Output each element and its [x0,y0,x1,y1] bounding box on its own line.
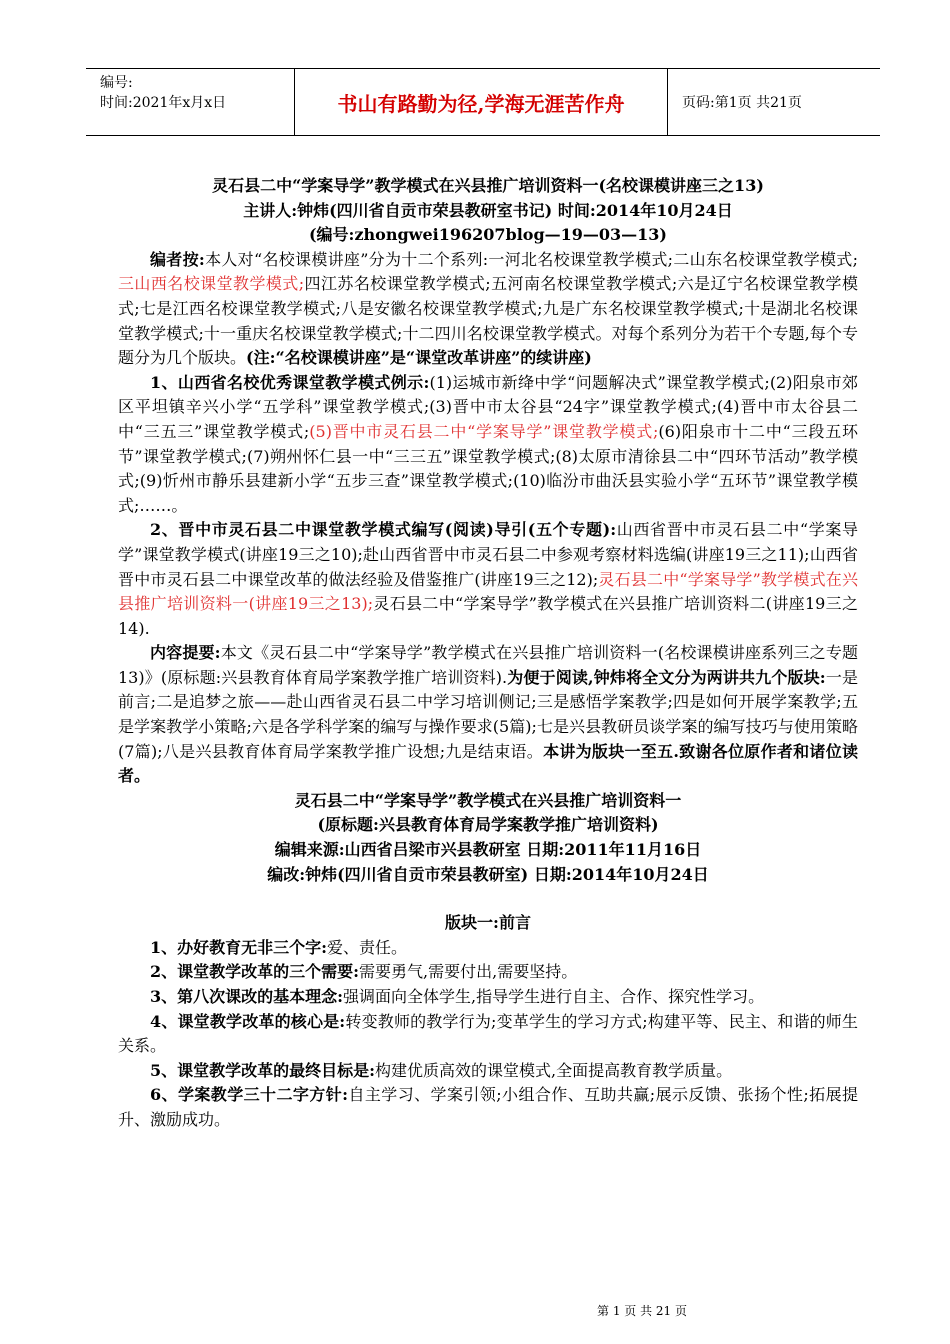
editor-note-text-b: 四江苏名校课堂教学模式;五河南名校课堂教学模式;六是辽宁名校课堂教学模式;七是江西名校课堂教学模式;八是安徽名校课堂教学模式;九是广东名校课堂教学模式;十是湖北名校课堂教学模式;十一重庆名校课堂教学模式;十二四川名校课堂教学模式。对每个系列分为若干个专题,每个专题分为几个版块。 [118,274,858,368]
section-item-5 [118,1059,858,1084]
spacer [118,887,858,911]
document-body [118,174,858,1133]
section-item-label: 5、课堂教学改革的最终目标是: [150,1060,376,1080]
section-item-label: 4、课堂教学改革的核心是: [150,1011,346,1031]
item-1-text-b: (6)阳泉市十二中“三段五环节”课堂教学模式;(7)朔州怀仁县一中“三三五”课堂教学模式;(8)太原市清徐县二中“四环节活动”教学模式;(9)忻州市静乐县建新小学“五步三查”课堂教学模式;(10)临汾市曲沃县实验小学“五环节”课堂教学模式;……。 [118,421,858,515]
sub-title: 灵石县二中“学案导学”教学模式在兴县推广培训资料一 [294,790,682,810]
section-item-text: 自主学习、学案引领;小组合作、互助共赢;展示反馈、张扬个性;拓展提升、激励成功。 [118,1085,858,1129]
summary-text-a: 本文《灵石县二中“学案导学”教学模式在兴县推广培训资料一(名校课模讲座系列三之专题13)》(原标题:兴县教育体育局学案教学推广培训资料). [118,643,858,687]
item-1-label: 1、山西省名校优秀课堂教学模式例示: [150,372,430,392]
section-item-label: 2、课堂教学改革的三个需要: [150,962,360,982]
revised-line: 编改:钟炜(四川省自贡市荣县教研室) 日期:2014年10月24日 [267,864,709,884]
editor-note-bold: (注:“名校课模讲座”是“课堂改革讲座”的续讲座) [246,348,592,368]
section-item-text: 爱、责任。 [327,937,408,957]
section-item-text: 需要勇气,需要付出,需要坚持。 [359,962,578,982]
header-meta [100,69,296,139]
item-2-label: 2、晋中市灵石县二中课堂教学模式编写(阅读)导引(五个专题): [150,520,617,540]
section-item-text: 转变教师的教学行为;变革学生的学习方式;构建平等、民主、和谐的师生关系。 [118,1011,858,1056]
document-title: 灵石县二中“学案导学”教学模式在兴县推广培训资料一(名校课模讲座三之13) [212,176,764,195]
section-heading: 版块一:前言 [445,913,531,933]
section-item-4 [118,1010,858,1059]
source-line: 编辑来源:山西省吕梁市兴县教研室 日期:2011年11月16日 [274,840,702,860]
section-item-6 [118,1083,858,1132]
section-item-3 [118,985,858,1010]
section-item-label: 3、第八次课改的基本理念: [150,987,344,1006]
summary-label: 内容提要: [150,643,221,663]
editor-note [118,248,858,371]
original-title: (原标题:兴县教育体育局学案教学推广培训资料) [317,815,659,835]
item-1 [118,371,858,519]
section-item-2 [118,960,858,985]
item-2-text-b: 灵石县二中“学案导学”教学模式在兴县推广培训资料二(讲座19三之14). [118,594,858,638]
page-header [86,68,880,136]
item-1-text-a: (1)运城市新绛中学“问题解决式”课堂教学模式;(2)阳泉市郊区平坦镇辛兴小学“五学科”课堂教学模式;(3)晋中市太谷县“24字”课堂教学模式;(4)晋中市太谷县二中“三五三”课堂教学模式; [118,372,858,441]
header-motto: 书山有路勤为径,学海无涯苦作舟 [294,69,668,135]
summary-text-b: 一是前言;二是追梦之旅——赴山西省灵石县二中学习培训侧记;三是感悟学案教学;四是如何开展学案教学;五是学案教学小策略;六是各学科学案的编写与操作要求(5篇);七是兴县教研员谈学案的编写技巧与使用策略(7篇);八是兴县教育体育局学案教学推广设想;九是结束语。 [118,667,858,761]
summary [118,641,858,789]
summary-bold-b: 本讲为版块一至五.致谢各位原作者和诸位读者。 [118,741,858,786]
editor-note-label: 编者按: [150,249,205,269]
time-label: 时间:2021年x月x日 [100,95,227,111]
speaker-line: 主讲人:钟炜(四川省自贡市荣县教研室书记) 时间:2014年10月24日 [243,200,733,220]
editor-note-red: 三山西名校课堂教学模式; [118,274,305,294]
item-1-red: (5)晋中市灵石县二中“学案导学”课堂教学模式; [309,421,659,441]
code-line: (编号:zhongwei196207blog—19—03—13) [308,225,667,245]
section-item-text: 构建优质高效的课堂模式,全面提高教育教学质量。 [375,1060,733,1080]
section-item-text: 强调面向全体学生,指导学生进行自主、合作、探究性学习。 [343,987,765,1006]
section-item-label: 6、学案教学三十二字方针: [150,1085,349,1105]
section-item-label: 1、办好教育无非三个字: [150,937,328,957]
item-2-red: 灵石县二中“学案导学”教学模式在兴县推广培训资料一(讲座19三之13); [118,569,858,614]
header-page-label: 页码:第1页 共21页 [682,95,802,111]
number-label: 编号: [100,75,133,91]
item-2-text-a: 山西省晋中市灵石县二中“学案导学”课堂教学模式(讲座19三之10);赴山西省晋中市灵石县二中参观考察材料选编(讲座19三之11);山西省晋中市灵石县二中课堂改革的做法经验及借鉴推广(讲座19三之12); [118,520,859,589]
page-footer: 第 1 页 共 21 页 [597,1304,687,1318]
editor-note-text-a: 本人对“名校课模讲座”分为十二个系列:一河北名校课堂教学模式;二山东名校课堂教学模式; [204,249,858,269]
summary-bold-a: 为便于阅读,钟炜将全文分为两讲共九个版块: [507,667,826,687]
item-2 [118,518,858,641]
section-item-1 [118,936,858,961]
